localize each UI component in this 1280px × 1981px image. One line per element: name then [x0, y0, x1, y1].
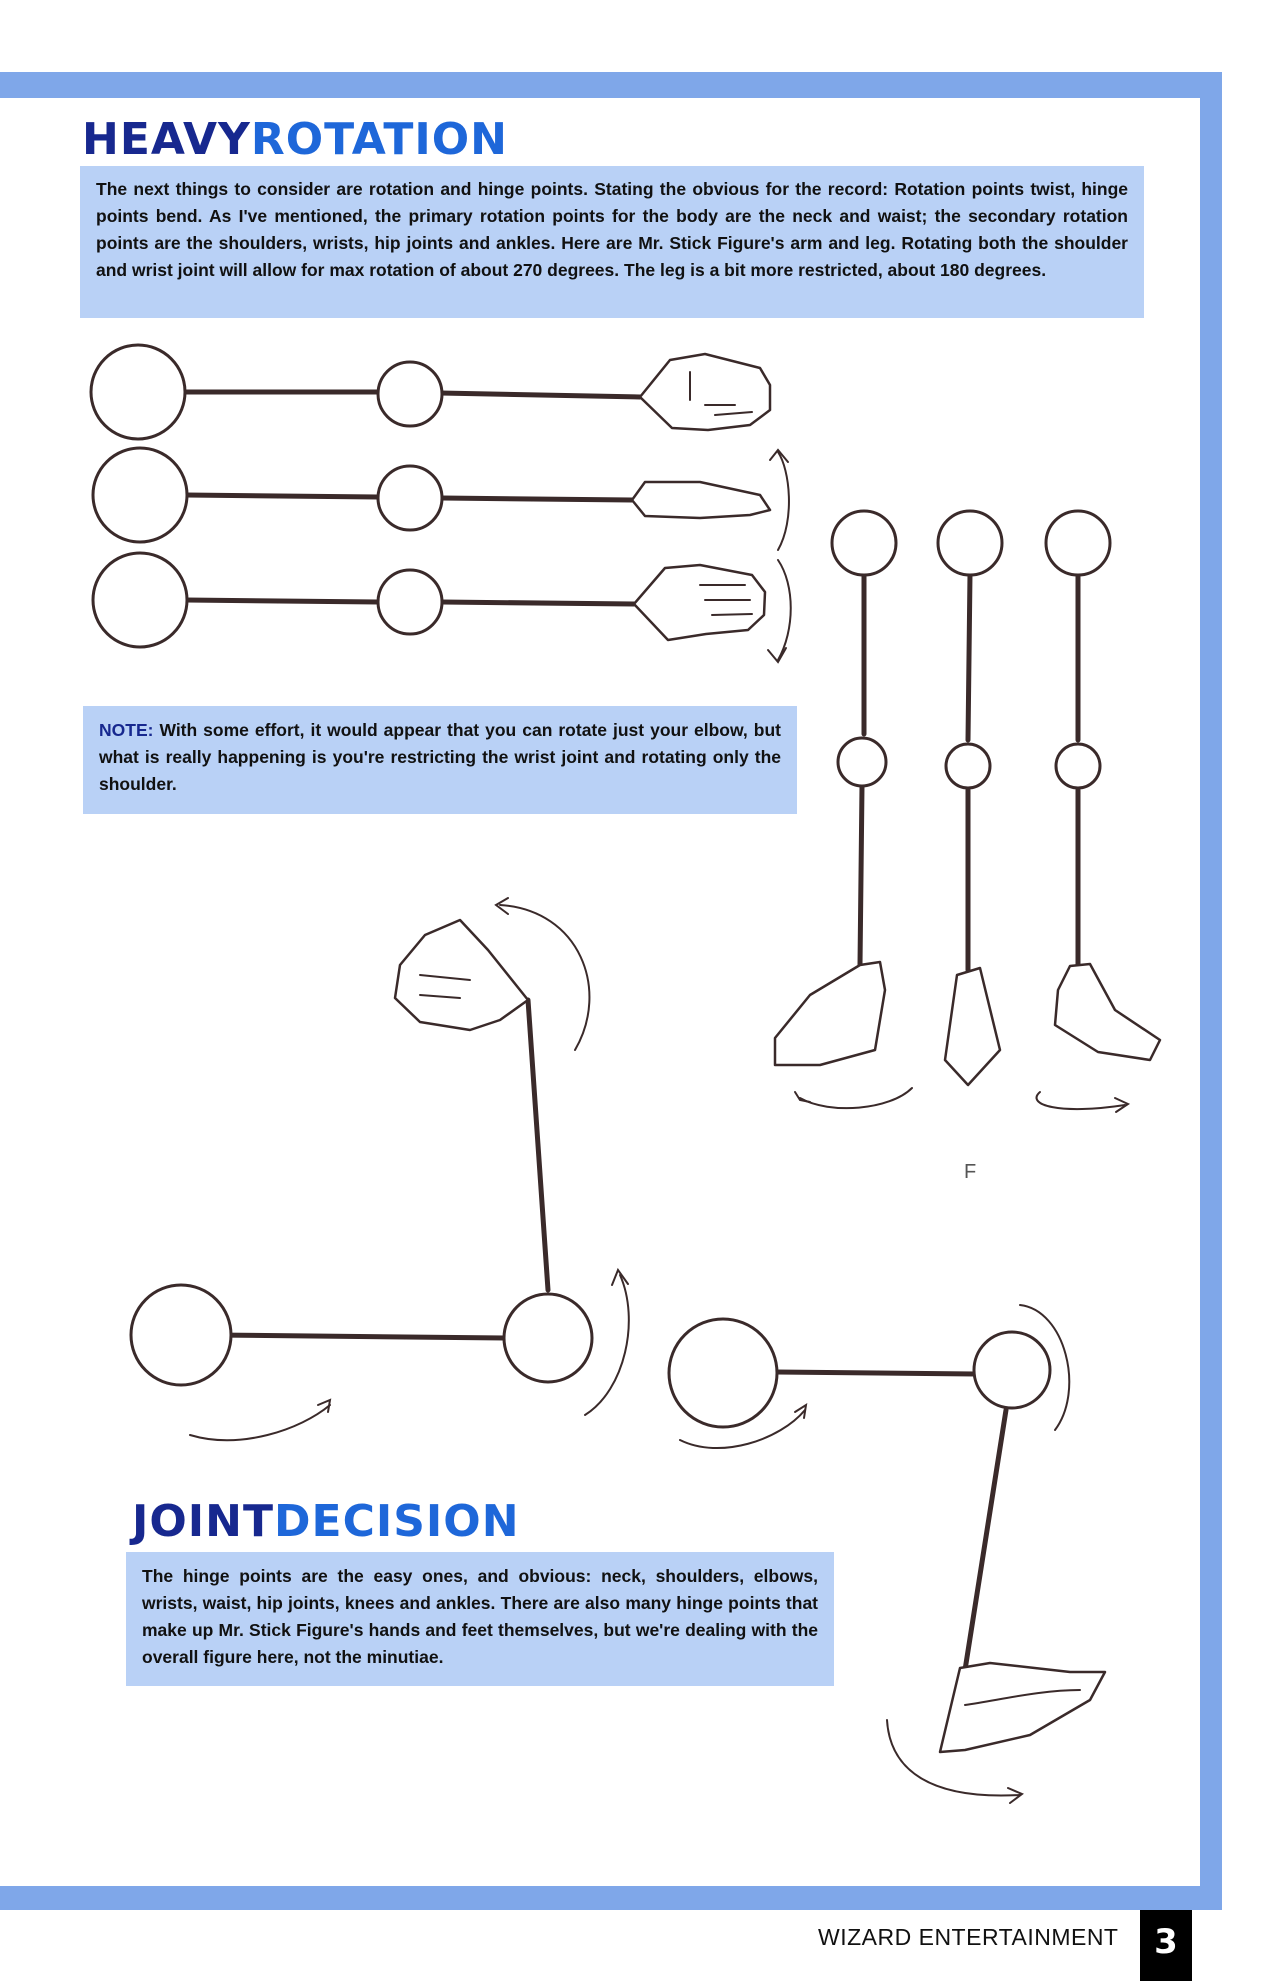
heading-part-1: JOINT — [132, 1496, 274, 1547]
arm-illustration-3 — [93, 553, 791, 662]
note-text: With some effort, it would appear that you can rotate just your elbow, but what is really happening is you're restricting the wrist joint and rotating only the shoulder. — [99, 720, 781, 794]
bent-leg-illustration — [669, 1305, 1105, 1803]
intro-text: The next things to consider are rotation and hinge points. Stating the obvious for the record: Rotation points twist, hinge points bend. As I've mentioned, the primary rotation points for the body are the neck and waist; the secondary rotation points are the shoulders, wrists, hip joints and ankles. Here are Mr. Stick Figure's arm and leg. Rotating both the shoulder and wrist joint will allow for max rotation of about 270 degrees. The leg is a bit more restricted, about 180 degrees. — [96, 179, 1128, 280]
bent-arm-illustration — [131, 898, 629, 1440]
arm-illustration-2 — [93, 448, 789, 550]
heading-part-1: HEAVY — [82, 114, 251, 165]
hinge-text: The hinge points are the easy ones, and obvious: neck, shoulders, elbows, wrists, waist, hip joints, knees and ankles. There are also many hinge points that make up Mr. Stick Figure's hands and feet themselves, but we're dealing with the overall figure here, not the minutiae. — [142, 1566, 818, 1667]
leg-illustration-2 — [938, 511, 1002, 1085]
sketch-mark: F — [964, 1161, 977, 1183]
note-label: NOTE: — [99, 720, 154, 740]
page-number: 3 — [1140, 1910, 1192, 1981]
leg-illustration-1 — [775, 511, 912, 1108]
leg-illustration-3 — [1037, 511, 1160, 1112]
heading-part-2: DECISION — [273, 1496, 520, 1547]
arm-illustration-1 — [91, 345, 770, 439]
heading-part-2: ROTATION — [250, 114, 509, 165]
publisher-name: WIZARD ENTERTAINMENT — [818, 1924, 1119, 1950]
